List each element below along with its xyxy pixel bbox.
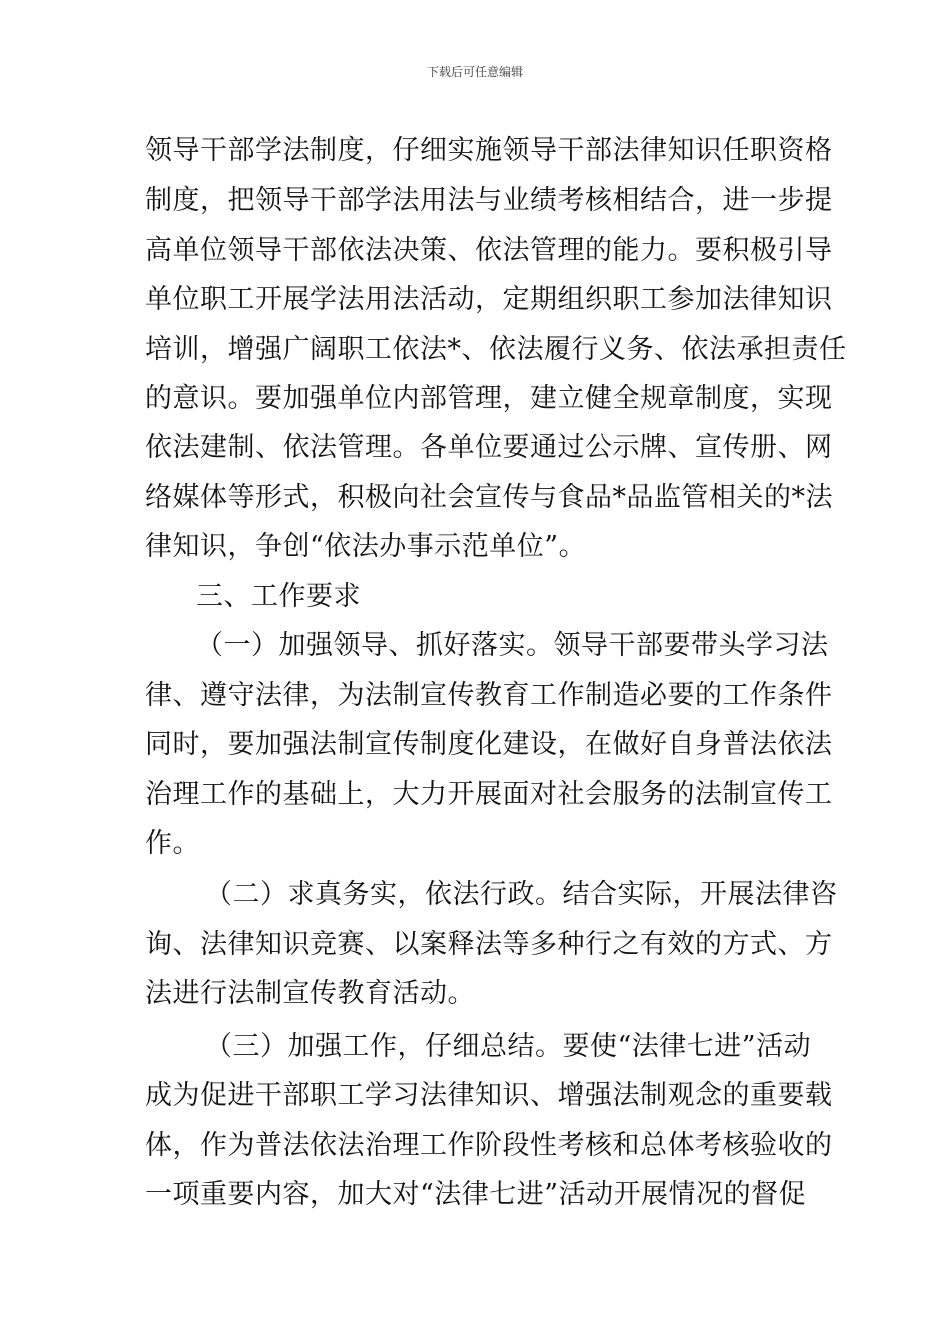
page-header: 下载后可任意编辑	[426, 65, 523, 79]
text-line: 法进行法制宣传教育活动。	[145, 978, 475, 1009]
text-line: 一项重要内容，加大对“法律七进”活动开展情况的督促	[145, 1179, 807, 1210]
text-line: 律知识，争创“依法办事示范单位”。	[145, 531, 587, 562]
text-line: 络媒体等形式，积极向社会宣传与食品*品监管相关的*法	[145, 482, 833, 513]
text-line: 律、遵守法律，为法制宣传教育工作制造必要的工作条件	[145, 680, 833, 711]
section-heading: 三、工作要求	[196, 581, 361, 612]
text-line: 询、法律知识竞赛、以案释法等多种行之有效的方式、方	[145, 929, 833, 960]
text-line: 培训，增强广阔职工依法*、依法履行义务、依法承担责任	[145, 334, 847, 365]
text-line: 领导干部学法制度，仔细实施领导干部法律知识任职资格	[145, 135, 833, 166]
text-line: 高单位领导干部依法决策、依法管理的能力。要积极引导	[145, 235, 833, 266]
text-line: 成为促进干部职工学习法律知识、增强法制观念的重要载	[145, 1080, 833, 1111]
text-line: 的意识。要加强单位内部管理，建立健全规章制度，实现	[145, 383, 833, 414]
text-line: 依法建制、依法管理。各单位要通过公示牌、宣传册、网	[145, 432, 833, 463]
text-line: 制度，把领导干部学法用法与业绩考核相结合，进一步提	[145, 185, 833, 216]
text-line: （三）加强工作，仔细总结。要使“法律七进”活动	[205, 1031, 812, 1062]
text-line: （二）求真务实，依法行政。结合实际，开展法律咨	[205, 879, 838, 910]
text-line: 治理工作的基础上，大力开展面对社会服务的法制宣传工	[145, 779, 833, 810]
text-line: 单位职工开展学法用法活动，定期组织职工参加法律知识	[145, 284, 833, 315]
text-line: 同时，要加强法制宣传制度化建设，在做好自身普法依法	[145, 729, 833, 760]
text-line: 体，作为普法依法治理工作阶段性考核和总体考核验收的	[145, 1130, 833, 1161]
text-line: （一）加强领导、抓好落实。领导干部要带头学习法	[196, 630, 829, 661]
text-line: 作。	[145, 828, 200, 859]
